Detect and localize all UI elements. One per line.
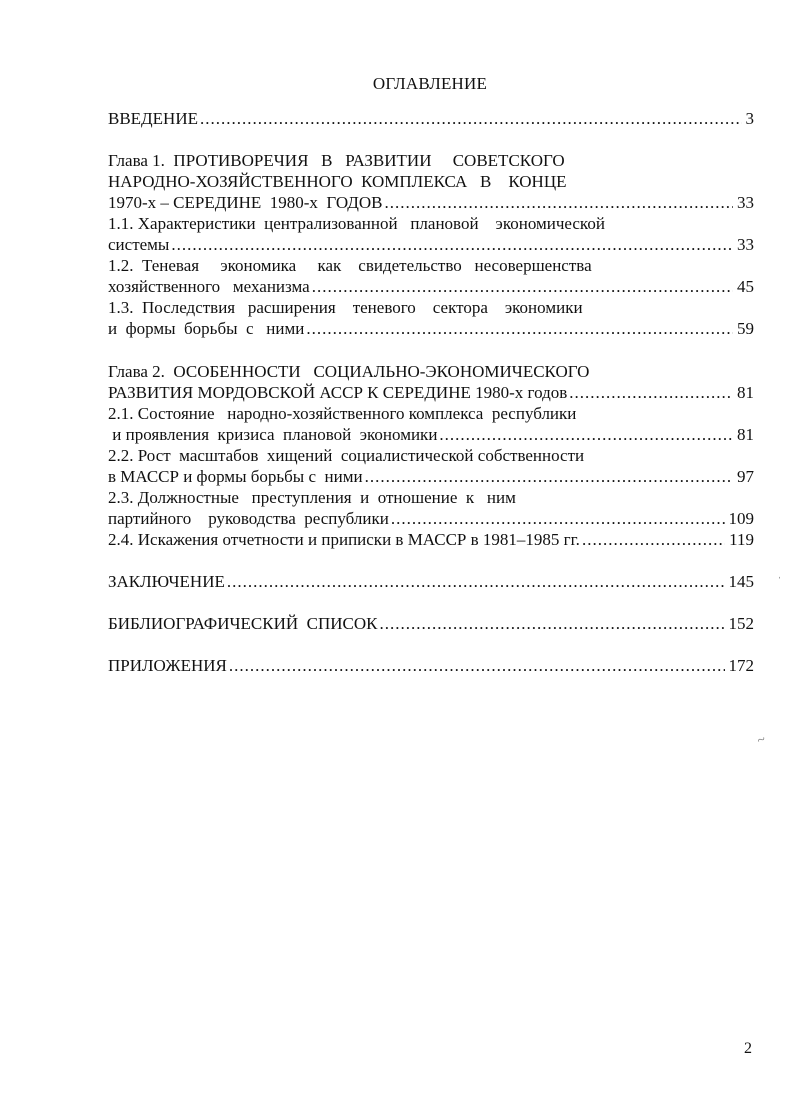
toc-dot-leader [200,108,742,130]
toc-entry-text: 1.2. Теневая экономика как свидетельство несовершенства [108,256,592,275]
toc-section-1-2-line-2 [108,276,754,298]
toc-dot-leader [171,234,733,256]
toc-section-1-2-line-1 [108,255,754,277]
toc-section-1-1-line-2 [108,234,754,256]
toc-section-2-4 [108,529,754,551]
toc-entry-text: в МАССР и формы борьбы с ними [108,467,363,486]
page-number: 2 [744,1040,752,1057]
toc-entry-text: 2.3. Должностные преступления и отношение к ним [108,488,516,507]
toc-dot-leader [306,318,733,340]
toc-entry-text: партийного руководства республики [108,509,389,528]
toc-section-2-2-line-1 [108,445,754,467]
toc-entry-intro [108,108,754,130]
toc-chapter-2-line-1 [108,361,754,383]
toc-entry-page: 81 [737,383,754,402]
toc-entry-text: 2.4. Искажения отчетности и приписки в МАССР в 1981–1985 гг. [108,530,580,549]
toc-entry-appendix [108,655,754,677]
toc-dot-leader [227,571,725,593]
toc-entry-text: 1970-х – СЕРЕДИНЕ 1980-х ГОДОВ [108,193,383,212]
toc-dot-leader [365,466,733,488]
toc-dot-leader [312,276,733,298]
toc-chapter-1-line-3 [108,192,754,214]
toc-title: ОГЛАВЛЕНИЕ [372,74,488,93]
toc-dot-leader [384,192,733,214]
toc-entry-page: 33 [737,235,754,254]
scan-squiggle-mark: ~ [755,732,768,749]
toc-section-2-3-line-2 [108,508,754,530]
toc-entry-text: ПРИЛОЖЕНИЯ [108,656,227,675]
toc-section-2-1-line-2 [108,424,754,446]
toc-section-1-3-line-2 [108,318,754,340]
toc-entry-text: БИБЛИОГРАФИЧЕСКИЙ СПИСОК [108,614,378,633]
toc-chapter-2-line-2 [108,382,754,404]
toc-entry-text: 1.3. Последствия расширения теневого сектора экономики [108,298,583,317]
toc-entry-page: 152 [728,614,754,633]
toc-entry-text: ЗАКЛЮЧЕНИЕ [108,572,225,591]
toc-entry-text: Глава 1. ПРОТИВОРЕЧИЯ В РАЗВИТИИ СОВЕТСКОГО [108,151,565,170]
toc-entry-text: системы [108,235,170,254]
toc-entry-text: и формы борьбы с ними [108,319,305,338]
toc-dot-leader [439,424,733,446]
toc-entry-page: 119 [729,530,754,549]
toc-dot-leader [380,613,725,635]
toc-entry-text: ВВЕДЕНИЕ [108,109,198,128]
toc-section-2-3-line-1 [108,487,754,509]
toc-entry-bibliography [108,613,754,635]
toc-entry-text: хозяйственного механизма [108,277,310,296]
toc-entry-page: 97 [737,467,754,486]
toc-chapter-1-line-1 [108,150,754,172]
toc-dot-leader [391,508,725,530]
toc-dot-leader [582,529,725,551]
toc-section-1-1-line-1 [108,213,754,235]
toc-entry-page: 172 [728,656,754,675]
toc-entry-page: 33 [737,193,754,212]
toc-entry-text: 2.2. Рост масштабов хищений социалистической собственности [108,446,585,465]
toc-section-2-2-line-2 [108,466,754,488]
toc-section-2-1-line-1 [108,403,754,425]
toc-entry-page: 145 [728,572,754,591]
toc-entry-page: 59 [737,319,754,338]
toc-entry-text: 2.1. Состояние народно-хозяйственного комплекса республики [108,404,577,423]
toc-entry-page: 3 [745,109,754,128]
toc-entry-page: 109 [728,509,754,528]
toc-section-1-3-line-1 [108,297,754,319]
toc-dot-leader [569,382,733,404]
toc-entry-text: и проявления кризиса плановой экономики [108,425,438,444]
toc-entry-conclusion [108,571,754,593]
toc-dot-leader [229,655,725,677]
toc-entry-text: РАЗВИТИЯ МОРДОВСКОЙ АССР К СЕРЕДИНЕ 1980-х годов [108,383,568,402]
toc-entry-page: 45 [737,277,754,296]
toc-entry-page: 81 [737,425,754,444]
toc-entry-text: Глава 2. ОСОБЕННОСТИ СОЦИАЛЬНО-ЭКОНОМИЧЕСКОГО [108,362,590,381]
scan-speck-mark: ˌ [778,568,782,579]
toc-chapter-1-line-2 [108,171,754,193]
toc-entry-text: НАРОДНО-ХОЗЯЙСТВЕННОГО КОМПЛЕКСА В КОНЦЕ [108,172,567,191]
toc-entry-text: 1.1. Характеристики централизованной плановой экономической [108,214,605,233]
